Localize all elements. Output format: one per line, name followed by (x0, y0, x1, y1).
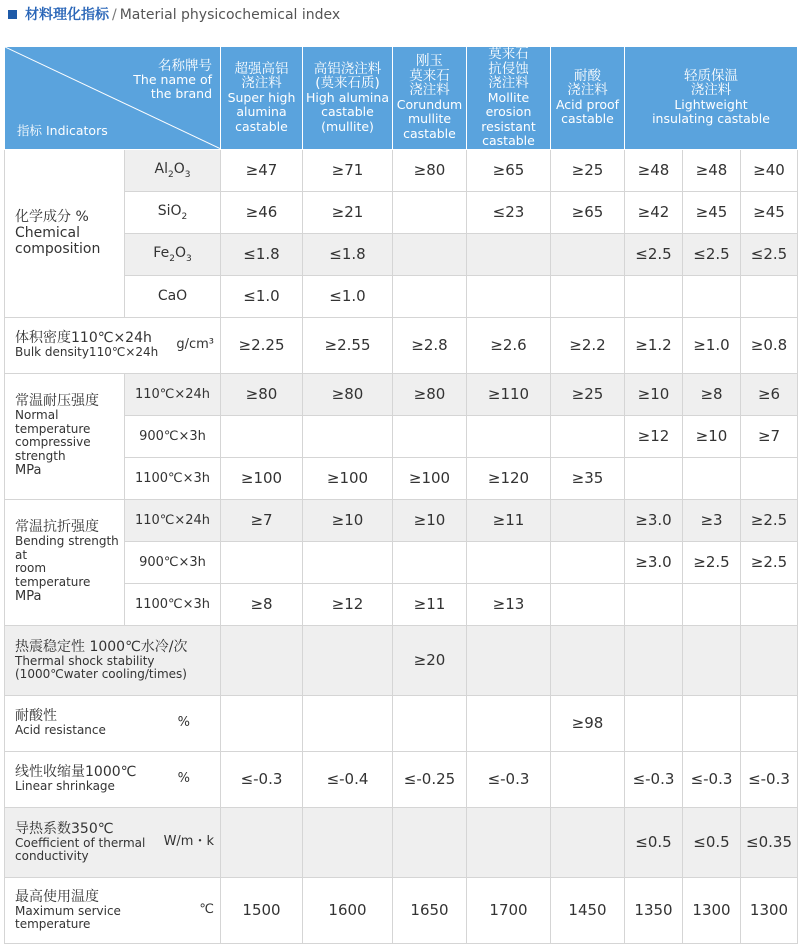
cell: ≤2.5 (683, 233, 741, 275)
cell: ≥2.6 (467, 317, 551, 373)
cell (625, 583, 683, 625)
cell (221, 541, 303, 583)
cell: ≥100 (221, 457, 303, 499)
cell (303, 625, 393, 695)
cell: 1300 (683, 877, 741, 943)
cell: ≤-0.3 (625, 751, 683, 807)
col-header-corundum-mullite: 刚玉 莫来石 浇注料 Corundum mullite castable (393, 47, 467, 150)
cell (741, 625, 798, 695)
cell (741, 457, 798, 499)
cell (683, 275, 741, 317)
table-row (5, 751, 798, 807)
cell: ≥12 (625, 415, 683, 457)
cell (551, 415, 625, 457)
cell: ≥25 (551, 373, 625, 415)
page-title (8, 4, 340, 26)
cell (551, 233, 625, 275)
chem-cao: CaO (125, 275, 221, 317)
cell: ≥1.2 (625, 317, 683, 373)
table-row (5, 625, 798, 695)
cell (467, 415, 551, 457)
col-header-high-alumina-mullite: 高铝浇注料 (莫来石质) High alumina castable (mullite) (303, 47, 393, 150)
cell: ≥6 (741, 373, 798, 415)
cell: 1650 (393, 877, 467, 943)
cond-label: 900℃×3h (125, 415, 221, 457)
col-header-super-high-alumina: 超强高铝 浇注料 Super high alumina castable (221, 47, 303, 150)
cell: 1450 (551, 877, 625, 943)
cell: ≥10 (393, 499, 467, 541)
cell: ≥71 (303, 149, 393, 191)
cell: ≥10 (303, 499, 393, 541)
cell: ≥7 (221, 499, 303, 541)
cell (551, 275, 625, 317)
cell (551, 583, 625, 625)
cell: ≥47 (221, 149, 303, 191)
cell: ≥42 (625, 191, 683, 233)
cell: ≥45 (683, 191, 741, 233)
cell (551, 499, 625, 541)
cell: ≤1.8 (303, 233, 393, 275)
cell (625, 457, 683, 499)
cell (393, 415, 467, 457)
cond-label: 110℃×24h (125, 499, 221, 541)
col-header-lightweight-insulating: 轻质保温 浇注料 Lightweight insulating castable (625, 47, 798, 150)
corner-indicators: 指标 Indicators (17, 123, 108, 138)
cell: ≥48 (625, 149, 683, 191)
cell: ≥0.8 (741, 317, 798, 373)
cell: ≥3 (683, 499, 741, 541)
cell (551, 541, 625, 583)
cell: ≥11 (467, 499, 551, 541)
cell: ≤2.5 (625, 233, 683, 275)
cell (551, 807, 625, 877)
cell: ≥100 (393, 457, 467, 499)
cell: ≥3.0 (625, 541, 683, 583)
cell: ≥20 (393, 625, 467, 695)
cell (303, 695, 393, 751)
cell: ≤-0.25 (393, 751, 467, 807)
density-unit: g/cm³ (176, 337, 214, 352)
cell: ≤2.5 (741, 233, 798, 275)
cell: ≥2.5 (683, 541, 741, 583)
cell: ≤-0.4 (303, 751, 393, 807)
cond-label: 900℃×3h (125, 541, 221, 583)
cell: 1300 (741, 877, 798, 943)
table-row (5, 499, 798, 541)
cell (683, 457, 741, 499)
title-square-icon (8, 10, 17, 19)
table-row (5, 373, 798, 415)
col-header-mollite-erosion: 莫来石 抗侵蚀 浇注料 Mollite erosion resistant castable (467, 47, 551, 150)
cell (625, 275, 683, 317)
cell: ≥80 (303, 373, 393, 415)
cell (741, 695, 798, 751)
cell: ≥65 (551, 191, 625, 233)
table-row (5, 695, 798, 751)
cell: 1600 (303, 877, 393, 943)
cell (393, 275, 467, 317)
cell: ≥3.0 (625, 499, 683, 541)
density-label: 体积密度110℃×24h Bulk density110℃×24h g/cm³ (5, 317, 221, 373)
cell: 1350 (625, 877, 683, 943)
cell (221, 807, 303, 877)
cell (303, 541, 393, 583)
cell (303, 807, 393, 877)
cell: ≥10 (683, 415, 741, 457)
corner-brand: 名称牌号 The name of the brand (133, 58, 212, 101)
shrink-label: 线性收缩量1000℃ Linear shrinkage % (5, 751, 221, 807)
cell (741, 583, 798, 625)
cell: ≥13 (467, 583, 551, 625)
corner-header (5, 47, 221, 150)
chem-fe2o3: $Fe_2O_3$ (125, 233, 221, 275)
cell: ≥65 (467, 149, 551, 191)
cell: ≥2.5 (741, 499, 798, 541)
cell: ≤-0.3 (683, 751, 741, 807)
cell (221, 695, 303, 751)
cell: ≥11 (393, 583, 467, 625)
chem-label: 化学成分 % Chemical composition (5, 149, 125, 317)
cell (551, 751, 625, 807)
cell: ≤-0.3 (467, 751, 551, 807)
cell: ≥12 (303, 583, 393, 625)
title-zh: 材料理化指标 (25, 7, 109, 23)
chem-sio2: SiO$_2$ (125, 191, 221, 233)
conduct-label: 导热系数350℃ Coefficient of thermal conductivity W/m・k (5, 807, 221, 877)
cell: ≥80 (393, 373, 467, 415)
cell: ≤0.5 (683, 807, 741, 877)
cell: ≥21 (303, 191, 393, 233)
cell (221, 415, 303, 457)
cell: ≥2.25 (221, 317, 303, 373)
cell (625, 625, 683, 695)
cell: ≥35 (551, 457, 625, 499)
cell: 1500 (221, 877, 303, 943)
cond-label: 1100℃×3h (125, 583, 221, 625)
maxtemp-label: 最高使用温度 Maximum service temperature ℃ (5, 877, 221, 943)
table-row (5, 807, 798, 877)
cell (303, 415, 393, 457)
cell: ≥40 (741, 149, 798, 191)
cell (393, 191, 467, 233)
cell (683, 583, 741, 625)
cell (467, 807, 551, 877)
cell (683, 695, 741, 751)
cell: ≤1.0 (303, 275, 393, 317)
cell (683, 625, 741, 695)
title-en: Material physicochemical index (119, 7, 341, 23)
table-row (5, 317, 798, 373)
cell: ≥2.55 (303, 317, 393, 373)
title-separator: / (112, 7, 117, 23)
table-row (5, 149, 798, 191)
cell: ≥8 (683, 373, 741, 415)
cell: ≥2.5 (741, 541, 798, 583)
cell: ≥48 (683, 149, 741, 191)
cell: ≥7 (741, 415, 798, 457)
cell (393, 695, 467, 751)
cell (467, 625, 551, 695)
cell: ≥98 (551, 695, 625, 751)
cell: ≥8 (221, 583, 303, 625)
cell (467, 695, 551, 751)
cell (551, 625, 625, 695)
cell (467, 275, 551, 317)
cell: ≤1.0 (221, 275, 303, 317)
cell (393, 807, 467, 877)
cell: ≥110 (467, 373, 551, 415)
cell: ≤0.35 (741, 807, 798, 877)
cell: ≥45 (741, 191, 798, 233)
cell: ≥10 (625, 373, 683, 415)
cell: ≤-0.3 (221, 751, 303, 807)
cell: ≥80 (393, 149, 467, 191)
cell (393, 233, 467, 275)
cell (467, 233, 551, 275)
acid-label: 耐酸性 Acid resistance % (5, 695, 221, 751)
cell: ≥2.2 (551, 317, 625, 373)
cell (221, 625, 303, 695)
cell (467, 541, 551, 583)
thermal-shock-label: 热震稳定性 1000℃水冷/次 Thermal shock stability (1000℃water cooling/times) (5, 625, 221, 695)
cell: ≤0.5 (625, 807, 683, 877)
cell: ≥2.8 (393, 317, 467, 373)
index-table (4, 46, 798, 944)
cell (741, 275, 798, 317)
cell: ≥25 (551, 149, 625, 191)
cell: ≥80 (221, 373, 303, 415)
cond-label: 110℃×24h (125, 373, 221, 415)
col-header-acid-proof: 耐酸 浇注料 Acid proof castable (551, 47, 625, 150)
cell: ≤1.8 (221, 233, 303, 275)
cell (393, 541, 467, 583)
cell: ≤23 (467, 191, 551, 233)
table-row (5, 877, 798, 943)
cond-label: 1100℃×3h (125, 457, 221, 499)
cell: ≤-0.3 (741, 751, 798, 807)
compress-label: 常温耐压强度 Normal temperature compressive strength MPa (5, 373, 125, 499)
cell: ≥46 (221, 191, 303, 233)
cell: ≥100 (303, 457, 393, 499)
cell: ≥1.0 (683, 317, 741, 373)
bending-label: 常温抗折强度 Bending strength at room temperature MPa (5, 499, 125, 625)
cell (625, 695, 683, 751)
cell: ≥120 (467, 457, 551, 499)
chem-al2o3: $Al_2O_3$ (125, 149, 221, 191)
cell: 1700 (467, 877, 551, 943)
